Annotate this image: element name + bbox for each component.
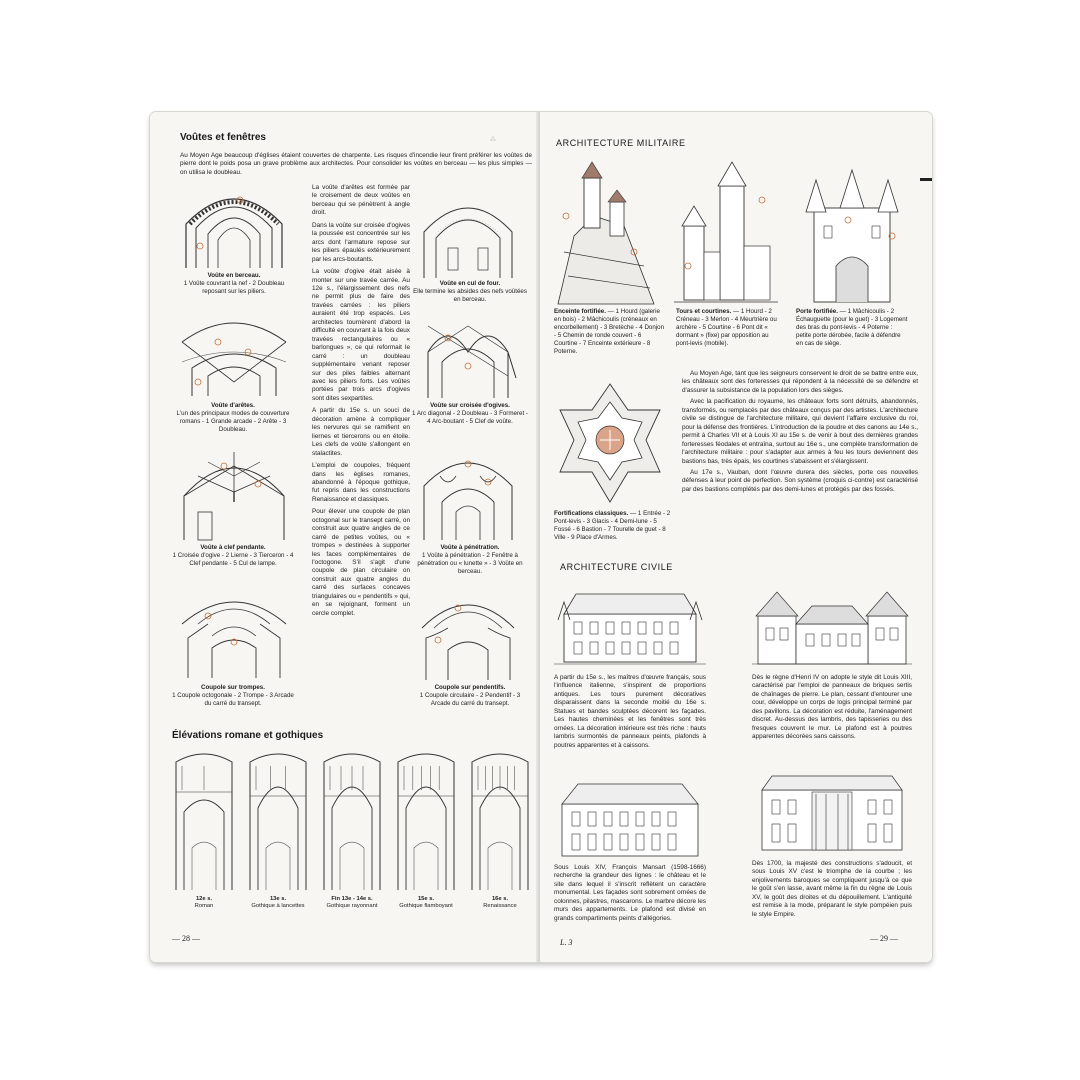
elevation-period: 16e s. bbox=[491, 896, 509, 902]
caption-towers-curtains-text: — 1 Hourd - 2 Créneau - 3 Merlon - 4 Meurtrière ou archère - 5 Courtine - 6 Pont dit « dormant » (fixe) par opposition au pont-levis (mobile). bbox=[676, 308, 777, 347]
vauban-fortification-illustration bbox=[554, 380, 666, 506]
caption-ribbed-vault bbox=[412, 402, 528, 426]
caption-pendant-vault-title: Voûte à clef pendante. bbox=[200, 544, 266, 551]
ribbed-vault-illustration bbox=[418, 316, 518, 400]
penetration-vault-illustration bbox=[418, 446, 518, 542]
caption-classic-fortifications-title: Fortifications classiques. bbox=[554, 510, 629, 517]
text-groin-vault: La voûte d'arêtes est formée par le croisement de deux voûtes en berceau qui se pénètrent à angle droit. bbox=[312, 184, 410, 217]
military-text bbox=[682, 370, 918, 494]
caption-penetration-vault bbox=[408, 544, 532, 576]
military-paragraph-1: Au Moyen Age, tant que les seigneurs conservent le droit de se battre entre eux, les châteaux sont des forteresses qui répondent à la nécessité de se défendre et d'assurer la subsistance de la population lors des sièges. bbox=[682, 370, 918, 394]
barrel-vault-illustration bbox=[178, 184, 290, 270]
towers-curtains-illustration bbox=[674, 156, 778, 306]
military-paragraph-2: Avec la pacification du royaume, les châteaux forts sont détruits, abandonnés, transformés, ou remplacés par des châteaux conçus par des artistes. L'architecture civile se distingue de l'architecture militaire, qui devient l'affaire exclusive du roi, pour la défense des frontières. L'introduction de la poudre et des canons au 14e s., permit à Charles VII et à Louis XI au 15e s. de venir à bout des dernières grandes forteresses féodales et entraîna, surtout au 16e s., une complète transformation de l'architecture militaire : pour s'adapter aux armes à feu les tours deviennent des bastions bas, très épais, les courtines s'abaissent et s'élargissent. bbox=[682, 398, 918, 465]
squinch-dome-illustration bbox=[178, 584, 290, 680]
caption-barrel-vault-text: 1 Voûte couvrant la nef - 2 Doubleau reposant sur les piliers. bbox=[183, 279, 285, 295]
text-ogive: La voûte d'ogive était aisée à monter sur une travée carrée. Au 12e s., l'élargissement des nefs ne permit plus de faire des travées carrées : les piliers auraient été trop espacés. Les architectes tournèrent d'abord la difficulté en couvrant à la fois deux travées rectangulaires ou « barlongues », ce qui reformait le carré : un doubleau supplémentaire venant reposer sur des piles faibles alternant avec les piliers forts. Les voûtes portées par trois arcs d'ogives sont dites sexpartites. bbox=[312, 268, 410, 402]
elevation-caption bbox=[164, 896, 244, 910]
section-title-civil: ARCHITECTURE CIVILE bbox=[560, 562, 673, 572]
caption-towers-curtains-title: Tours et courtines. bbox=[676, 308, 732, 315]
caption-groin-vault-text: L'un des principaux modes de couverture romans - 1 Grande arcade - 2 Arête - 3 Doubleau. bbox=[176, 409, 290, 433]
caption-fortified-enclosure-title: Enceinte fortifiée. bbox=[554, 308, 606, 315]
caption-squinch-dome-text: 1 Coupole octogonale - 2 Trompe - 3 Arcade du carré du transept. bbox=[172, 691, 294, 707]
right-page bbox=[540, 112, 932, 962]
elevation-illustration bbox=[246, 752, 310, 892]
louis-xiv-chateau-illustration bbox=[554, 774, 706, 860]
caption-groin-vault bbox=[172, 402, 294, 434]
text-decoration: A partir du 15e s. un souci de décoration amène à compliquer les nervures qui se ramifient en liernes et tiercerons ou en étoile. Les clefs de voûte s'allongent en stalactites. bbox=[312, 407, 410, 457]
elevation-caption bbox=[460, 896, 540, 910]
elevation-caption bbox=[312, 896, 392, 910]
elevation-illustration bbox=[394, 752, 458, 892]
text-ribbed-vault: Dans la voûte sur croisée d'ogives la poussée est concentrée sur les arcs dont l'armature repose sur les piliers épaulés extérieurement par les arcs-boutants. bbox=[312, 221, 410, 263]
elevation-illustration bbox=[320, 752, 384, 892]
open-book bbox=[150, 112, 932, 962]
page-edge-marker bbox=[920, 178, 932, 181]
show-through-text: ⁂ bbox=[490, 137, 496, 143]
caption-classic-fortifications bbox=[554, 510, 672, 542]
caption-squinch-dome bbox=[172, 684, 294, 708]
page-number-left: — 28 — bbox=[172, 934, 200, 943]
text-squinches-pendentives: Pour élever une coupole de plan octogonal sur le transept carré, on construit aux quatre angles de ce carré de petites voûtes, ou « trompes » destinées à supporter les faces complémentaires de l'octogone. S'il s'agit d'une coupole de plan circulaire on construit aux quatre angles du carré des surfaces concaves triangulaires ou « pendentifs » qui, en se rejoignant, forment un cercle complet. bbox=[312, 508, 410, 617]
fortified-gate-illustration bbox=[796, 156, 908, 306]
page-number-right: — 29 — bbox=[870, 934, 898, 943]
elevation-style: Gothique flamboyant bbox=[399, 903, 453, 910]
caption-penetration-vault-text: 1 Voûte à pénétration - 2 Fenêtre à pénétration ou « lunette » - 3 Voûte en berceau. bbox=[417, 551, 523, 575]
caption-fortified-enclosure bbox=[554, 308, 666, 356]
caption-pendentive-dome bbox=[412, 684, 528, 708]
caption-fortified-gate bbox=[796, 308, 908, 348]
pendentive-dome-illustration bbox=[418, 588, 518, 682]
elevation-caption bbox=[386, 896, 466, 910]
text-domes: L'emploi de coupoles, fréquent dans les églises romanes, abandonné à l'époque gothique, fut repris dans les constructions Renaissance et classiques. bbox=[312, 462, 410, 503]
caption-barrel-vault bbox=[174, 272, 294, 296]
caption-classic-fortifications-text: — 1 Entrée - 2 Pont-levis - 3 Glacis - 4 Demi-lune - 5 Fossé - 6 Bastion - 7 Tourelle de guet - 8 Ville - 9 Place d'Armes. bbox=[554, 510, 671, 541]
left-page bbox=[150, 112, 540, 962]
half-dome-illustration bbox=[418, 192, 518, 280]
louis-xv-building-illustration bbox=[752, 764, 912, 856]
civil-paragraph-louis-xiv: Sous Louis XIV, François Mansart (1598-1666) recherche la grandeur des lignes : le château et le site dans lequel il s'inscrit reflètent un caractère monumental. Les façades sont sobrement ornées de colonnes, pilastres, mascarons. Le marbre décore les murs des appartements. Le plafond est divisé en grands compartiments peints d'allégories. bbox=[554, 864, 706, 922]
section-title-elevations: Élévations romane et gothiques bbox=[172, 730, 324, 741]
civil-paragraph-louis-xiii: Dès le règne d'Henri IV on adopte le style dit Louis XIII, caractérisé par l'emploi de panneaux de briques sertis de chaînages de pierre. Le plan, cessant d'entourer une cour, développe un corps de logis principal terminé par des pavillons. La décoration est réduite, l'aménagement discret. Au-dessus des lambris, des tapisseries ou des fresques couvrent le mur. Le plafond est à poutres apparentes décorées sans caissons. bbox=[752, 674, 912, 741]
caption-squinch-dome-title: Coupole sur trompes. bbox=[201, 684, 265, 691]
pendant-keystone-vault-illustration bbox=[178, 446, 290, 542]
elevation-style: Gothique rayonnant bbox=[326, 903, 378, 910]
signature-mark: L. 3 bbox=[560, 938, 573, 947]
caption-half-dome bbox=[412, 280, 528, 304]
caption-pendentive-dome-title: Coupole sur pendentifs. bbox=[434, 684, 506, 691]
renaissance-chateau-illustration bbox=[554, 580, 706, 668]
civil-paragraph-louis-xv: Dès 1700, la majesté des constructions s'adoucit, et sous Louis XV c'est le triomphe de la courbe ; les enjolivements baroques se compliquent jusqu'à ce que le goût s'en lasse, avant même la fin du règne de Louis XV, le goût des droites et du dépouillement. L'antiquité est remise à la mode, préparant le style pompéien puis le style Empire. bbox=[752, 860, 912, 918]
elevation-caption bbox=[238, 896, 318, 910]
caption-fortified-gate-text: — 1 Mâchicoulis - 2 Échauguette (pour le guet) - 3 Logement des bras du pont-levis - 4 Poterne : petite porte dérobée, facile à défendre en cas de siège. bbox=[796, 308, 908, 347]
caption-groin-vault-title: Voûte d'arêtes. bbox=[211, 402, 255, 409]
fortified-enclosure-illustration bbox=[554, 156, 664, 306]
section-title-vaults: Voûtes et fenêtres bbox=[180, 132, 266, 143]
caption-ribbed-vault-text: 1 Arc diagonal - 2 Doubleau - 3 Formeret - 4 Arc-boutant - 5 Clef de voûte. bbox=[412, 409, 528, 425]
caption-ribbed-vault-title: Voûte sur croisée d'ogives. bbox=[430, 402, 510, 409]
caption-penetration-vault-title: Voûte à pénétration. bbox=[440, 544, 500, 551]
caption-towers-curtains bbox=[676, 308, 780, 348]
caption-half-dome-text: Elle termine les absides des nefs voûtées en berceau. bbox=[413, 287, 527, 303]
elevation-illustration bbox=[172, 752, 236, 892]
elevation-style: Renaissance bbox=[483, 903, 517, 910]
caption-pendant-vault bbox=[172, 544, 294, 568]
intro-paragraph: Au Moyen Age beaucoup d'églises étaient couvertes de charpente. Les risques d'incendie leur firent préférer les voûtes de pierre dont le poids posa un grave problème aux architectes. Pour consolider les voûtes en berceau — les plus simples — on utilisa le doubleau. bbox=[180, 152, 532, 176]
elevation-period: 12e s. bbox=[195, 896, 213, 902]
elevation-illustration bbox=[468, 752, 532, 892]
elevation-period: 13e s. bbox=[269, 896, 287, 902]
caption-barrel-vault-title: Voûte en berceau. bbox=[207, 272, 261, 279]
caption-half-dome-title: Voûte en cul de four. bbox=[439, 280, 501, 287]
elevation-period: 15e s. bbox=[417, 896, 435, 902]
caption-pendentive-dome-text: 1 Coupole circulaire - 2 Pendentif - 3 Arcade du carré du transept. bbox=[419, 691, 521, 707]
middle-column-text bbox=[312, 184, 410, 618]
caption-fortified-enclosure-text: — 1 Hourd (galerie en bois) - 2 Mâchicoulis (créneaux en encorbellement) - 3 Bretèche - 4 Donjon - 5 Chemin de ronde couvert - 6 Courtine - 7 Enceinte extérieure - 8 Poterne. bbox=[554, 308, 665, 355]
section-title-military: ARCHITECTURE MILITAIRE bbox=[556, 138, 686, 148]
elevation-period: Fin 13e - 14e s. bbox=[331, 896, 373, 902]
elevation-style: Roman bbox=[194, 903, 214, 910]
louis-xiii-chateau-illustration bbox=[752, 580, 912, 668]
groin-vault-illustration bbox=[178, 312, 290, 398]
caption-fortified-gate-title: Porte fortifiée. bbox=[796, 308, 838, 315]
caption-pendant-vault-text: 1 Croisée d'ogive - 2 Lierne - 3 Tierceron - 4 Clef pendante - 5 Cul de lampe. bbox=[172, 551, 294, 567]
civil-paragraph-renaissance: A partir du 15e s., les maîtres d'œuvre français, sous l'influence italienne, s'inspirent de proportions antiques. Les tours purement décoratives disparaissent dans la seconde moitié du 16e s. Statues et bandes sculptées décorent les façades. Les hautes cheminées et les fenêtres sont très ornées. La décoration intérieure est très riche : hauts lambris surmontés de panneaux peints, plafonds à poutres apparentes et à caissons. bbox=[554, 674, 706, 749]
military-paragraph-3: Au 17e s., Vauban, dont l'œuvre durera des siècles, porte ces nouvelles défenses à leur point de perfection. Son système (croquis ci-contre) est caractérisé par des bastions complétés par des demi-lunes et protégés par des fossés. bbox=[682, 468, 918, 493]
elevation-style: Gothique à lancettes bbox=[251, 903, 305, 910]
